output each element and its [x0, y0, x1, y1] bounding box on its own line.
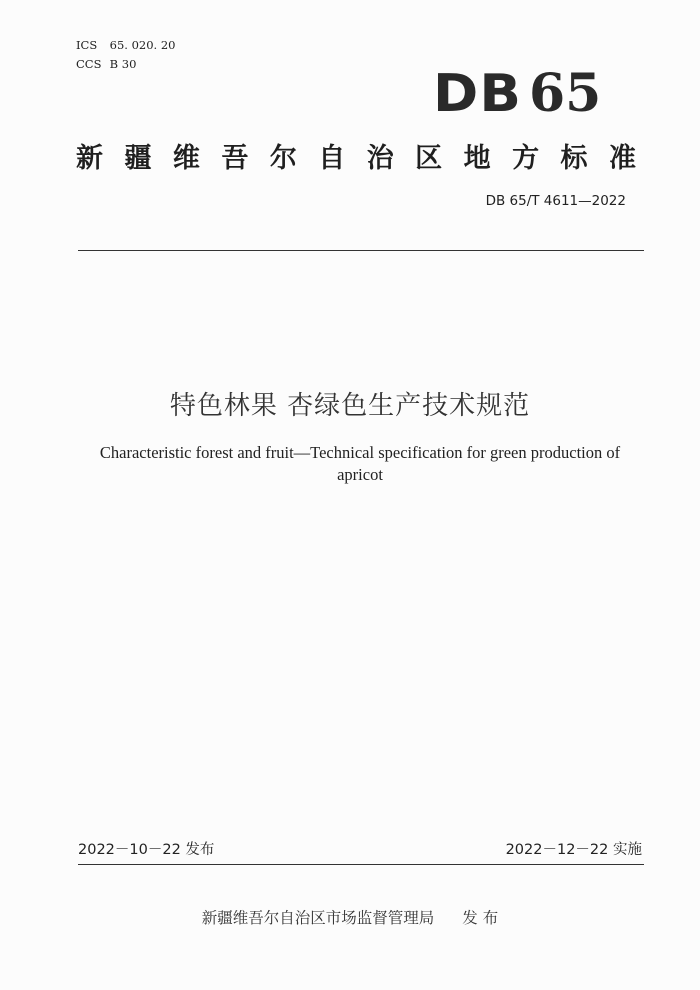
- top-divider: [78, 250, 644, 251]
- ccs-label: CCS: [76, 57, 102, 71]
- standard-type-char: 地: [463, 143, 491, 174]
- title-english: Characteristic forest and fruit—Technical specification for green production of apricot: [99, 443, 621, 484]
- ccs-code: [76, 55, 176, 74]
- ics-value: 65. 020. 20: [109, 38, 176, 52]
- standard-type-char: 疆: [124, 143, 152, 174]
- standard-type-char: 维: [172, 143, 200, 174]
- standard-type-char: 方: [512, 143, 540, 174]
- issuer-name: 新疆维吾尔自治区市场监督管理局: [201, 909, 435, 927]
- db-logo: [433, 58, 602, 124]
- publish-date: 2022－10－22 发布: [78, 842, 215, 858]
- standard-type-char: 新: [76, 143, 103, 174]
- bottom-divider: [78, 864, 644, 865]
- ics-code: [76, 36, 176, 55]
- implement-date: 2022－12－22 实施: [505, 842, 642, 858]
- standard-type-char: 自: [318, 143, 346, 174]
- standard-type-char: 区: [415, 143, 443, 174]
- standard-type-heading: [76, 136, 636, 175]
- ics-label: ICS: [76, 38, 98, 52]
- issuer-line: [0, 906, 700, 928]
- db-logo-letters: DB: [433, 64, 523, 124]
- standard-type-char: 吾: [221, 143, 249, 174]
- standard-type-char: 尔: [269, 143, 297, 174]
- standard-type-char: 治: [366, 143, 394, 174]
- ccs-value: B 30: [109, 57, 137, 71]
- standard-type-char: 标: [560, 143, 588, 174]
- standard-number: DB 65/T 4611—2022: [485, 193, 626, 209]
- standard-type-char: 准: [608, 143, 636, 174]
- classification-codes: [76, 36, 176, 74]
- issuer-action: 发 布: [462, 909, 499, 927]
- title-chinese: 特色林果 杏绿色生产技术规范: [169, 391, 531, 421]
- db-logo-number: 65: [529, 63, 602, 124]
